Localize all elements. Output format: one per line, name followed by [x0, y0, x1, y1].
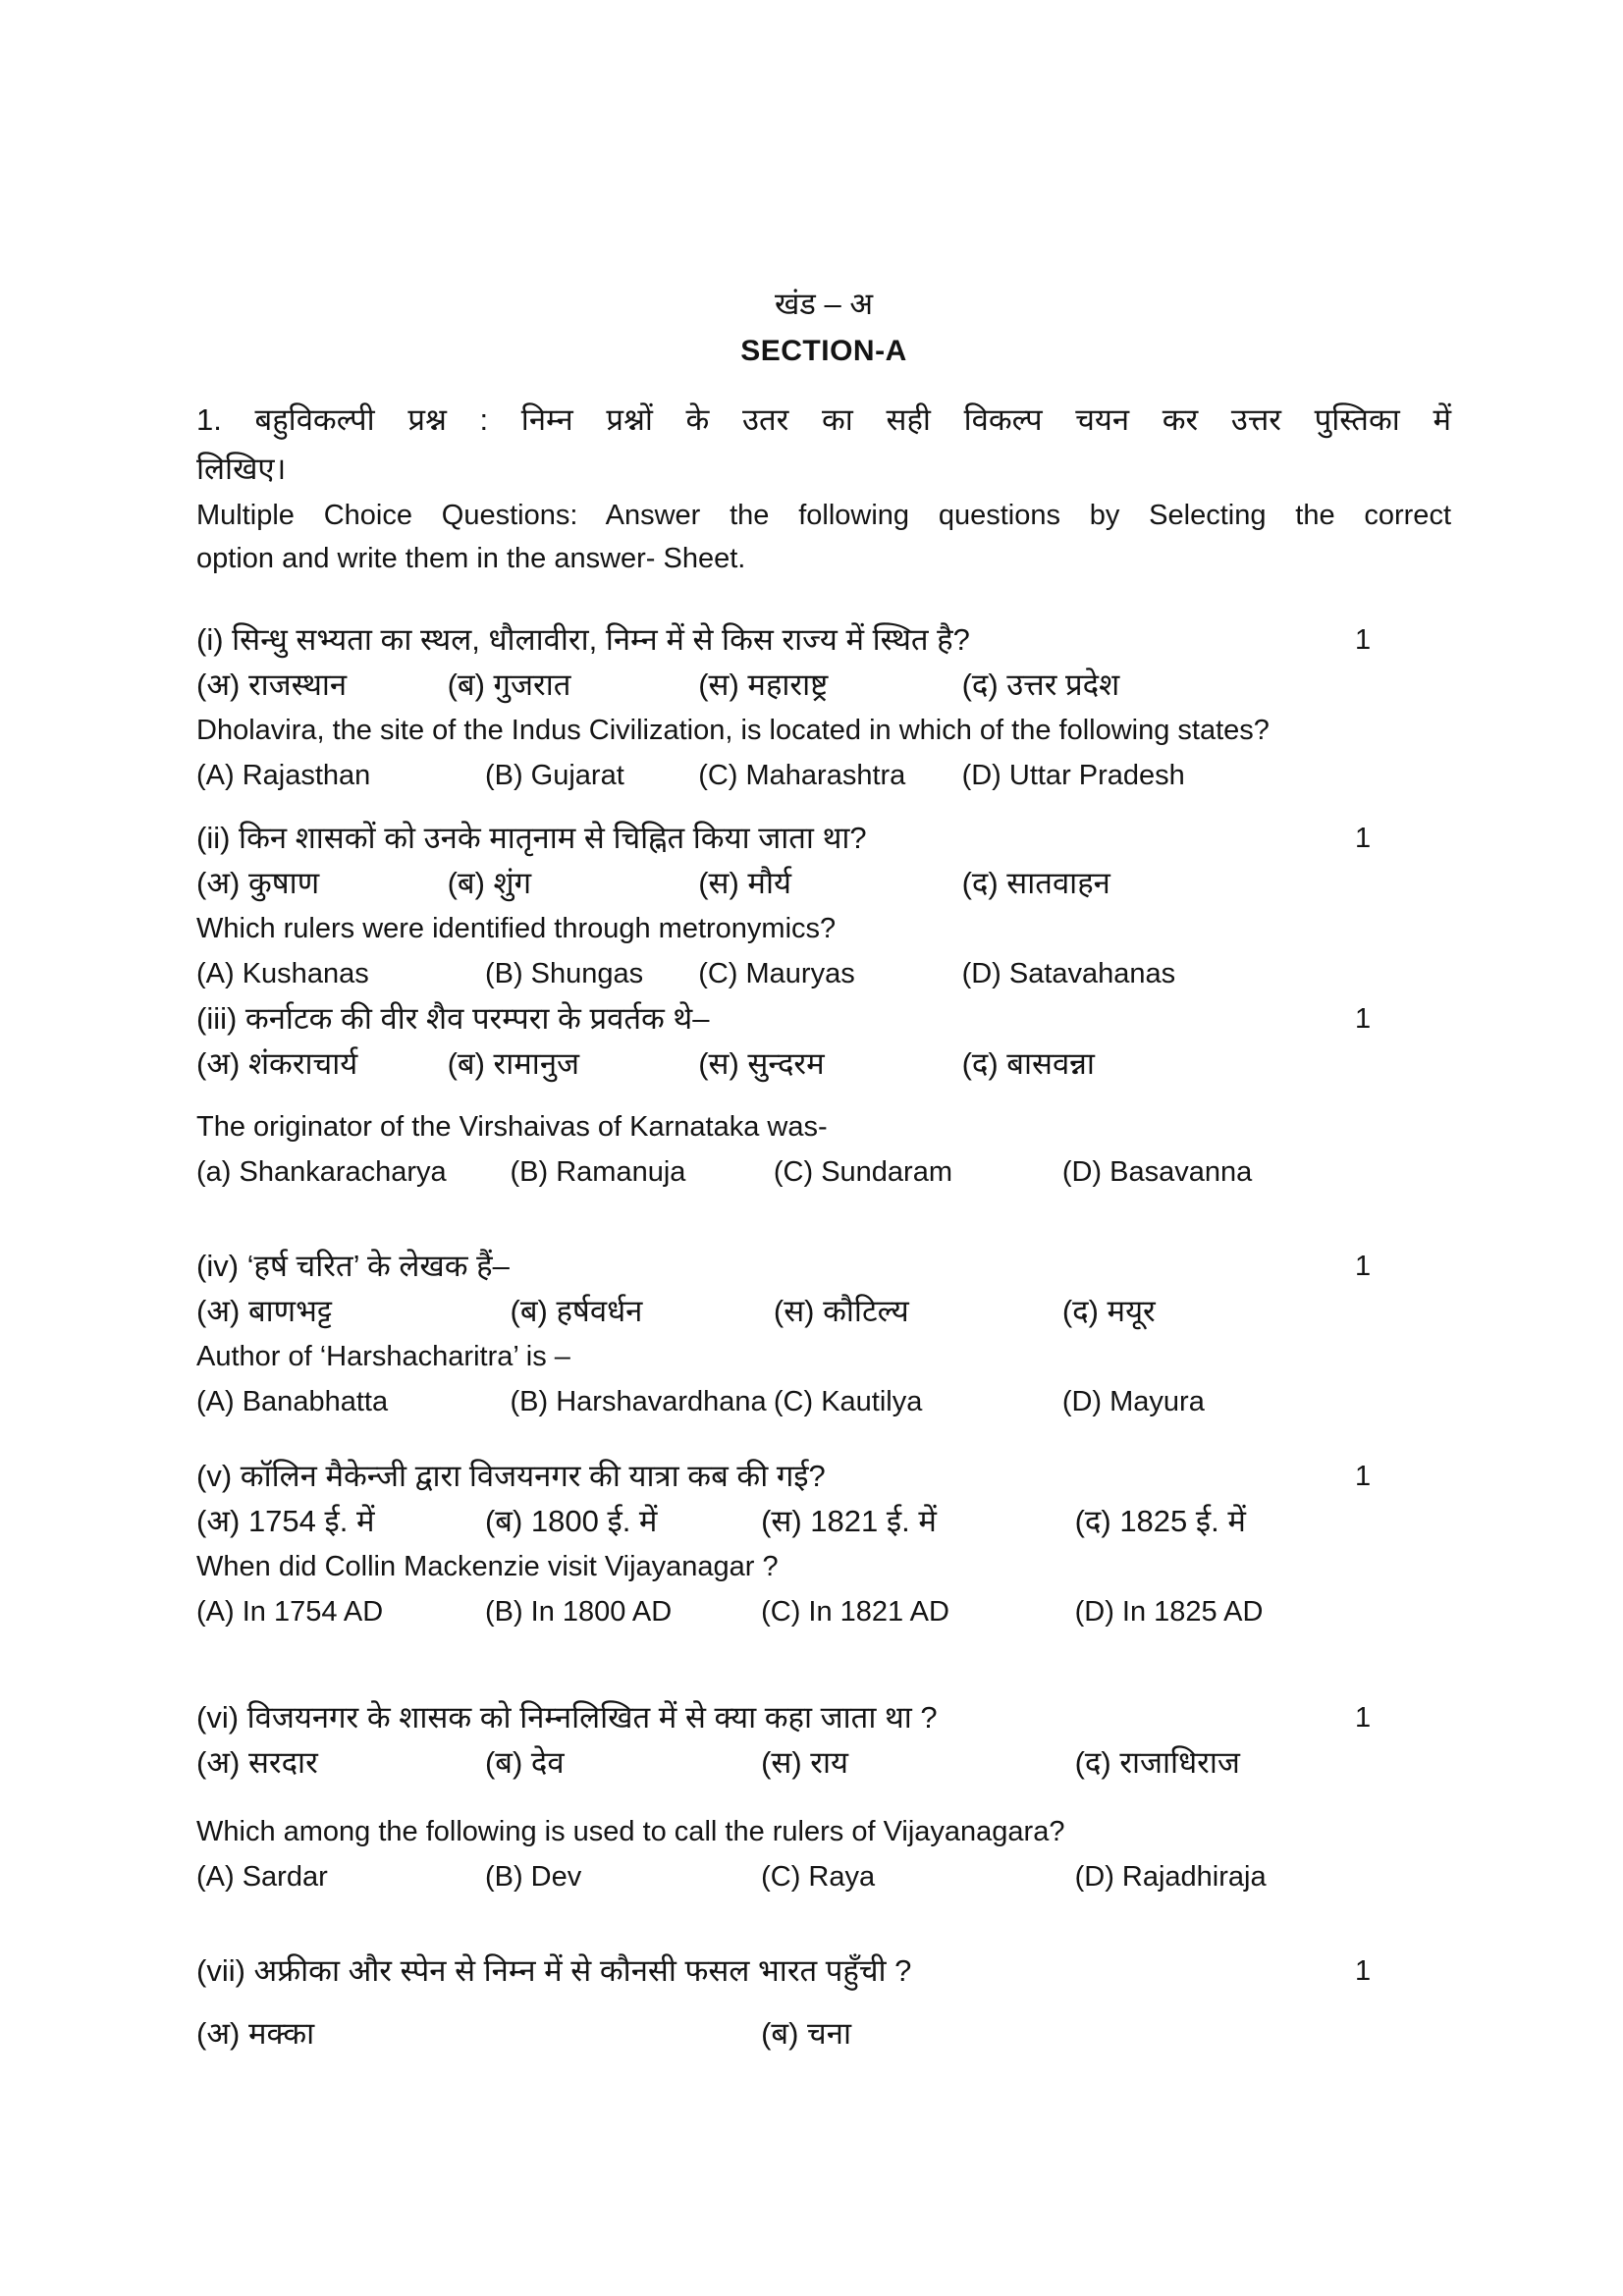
option-c-hindi: (स) 1821 ई. में	[761, 1504, 937, 1538]
options-row-hindi	[196, 1740, 1451, 1786]
option-c-english: (C) In 1821 AD	[761, 1596, 949, 1628]
marks-value: 1	[1355, 1003, 1372, 1035]
options-row-english	[196, 1149, 1451, 1195]
option-c-hindi: (स) राय	[761, 1745, 848, 1780]
question-hindi: (i) सिन्धु सभ्यता का स्थल, धौलावीरा, निम्न में से किस राज्य में स्थित है?	[196, 622, 970, 657]
question-block-iv	[196, 1244, 1451, 1424]
options-row-english	[196, 1589, 1451, 1634]
question-text-hindi	[196, 996, 1451, 1041]
option-b-hindi: (ब) देव	[484, 1745, 565, 1780]
marks-value: 1	[1355, 1461, 1372, 1492]
option-b-hindi: (ब) हर्षवर्धन	[510, 1294, 643, 1328]
marks-value: 1	[1355, 1702, 1372, 1734]
options-row-english	[196, 951, 1451, 996]
options-row-hindi	[196, 1499, 1451, 1544]
option-b-english: (B) In 1800 AD	[484, 1596, 673, 1628]
option-a-english: (A) Sardar	[196, 1861, 328, 1893]
option-b-hindi: (ब) गुजरात	[447, 667, 571, 702]
option-d-english: (D) Satavahanas	[961, 958, 1176, 989]
option-d-english: (D) Uttar Pradesh	[961, 760, 1185, 791]
question-text-hindi	[196, 816, 1451, 861]
question-text-hindi	[196, 1695, 1451, 1740]
marks-value: 1	[1355, 1955, 1372, 1987]
question-text-hindi	[196, 1949, 1451, 1994]
option-c-english: (C) Raya	[761, 1861, 876, 1893]
question-text-hindi	[196, 1454, 1451, 1499]
option-d-hindi: (द) राजाधिराज	[1074, 1745, 1240, 1780]
option-c-hindi: (स) कौटिल्य	[773, 1294, 909, 1328]
question-block-vi	[196, 1695, 1451, 1899]
marks-value: 1	[1355, 1251, 1372, 1282]
question-block-v	[196, 1454, 1451, 1634]
option-b-hindi: (ब) शुंग	[447, 866, 532, 900]
option-b-english: (B) Ramanuja	[510, 1156, 686, 1188]
question-text-english: Which among the following is used to call the rulers of Vijayanagara?	[196, 1816, 1065, 1847]
options-row-hindi	[196, 1289, 1451, 1334]
option-d-hindi: (द) सातवाहन	[961, 866, 1110, 900]
option-c-hindi: (स) मौर्य	[698, 866, 791, 900]
option-d-hindi: (द) बासवन्ना	[961, 1046, 1095, 1081]
question-text-hindi	[196, 617, 1451, 663]
option-c-english: (C) Maharashtra	[698, 760, 906, 791]
options-row-english	[196, 1854, 1451, 1899]
option-a-english: (A) Banabhatta	[196, 1386, 389, 1417]
option-c-english: (C) Kautilya	[773, 1386, 923, 1417]
question-text-english: Author of ‘Harshacharitra’ is –	[196, 1341, 570, 1372]
instruction-english-line2: option and write them in the answer- Sheet.	[196, 543, 746, 574]
option-d-english: (D) Basavanna	[1061, 1156, 1253, 1188]
options-row-hindi	[196, 2011, 1451, 2056]
option-a-hindi: (अ) राजस्थान	[196, 667, 348, 702]
question-block-ii	[196, 816, 1451, 996]
options-row-hindi	[196, 1041, 1451, 1087]
option-b-english: (B) Shungas	[484, 958, 644, 989]
option-b-hindi: (ब) 1800 ई. में	[484, 1504, 658, 1538]
option-b-english: (B) Gujarat	[484, 760, 624, 791]
options-row-hindi	[196, 861, 1451, 906]
question-hindi: (iv) ‘हर्ष चरित’ के लेखक हैं–	[196, 1249, 510, 1283]
option-d-english: (D) Rajadhiraja	[1074, 1861, 1267, 1893]
question-one-instructions	[196, 396, 1451, 580]
option-a-hindi: (अ) सरदार	[196, 1745, 318, 1780]
option-c-hindi: (स) महाराष्ट्र	[698, 667, 829, 702]
marks-value: 1	[1355, 823, 1372, 854]
question-block-iii	[196, 996, 1451, 1195]
option-c-hindi: (स) सुन्दरम	[698, 1046, 825, 1081]
question-text-english: When did Collin Mackenzie visit Vijayanagar ?	[196, 1551, 779, 1582]
options-row-english	[196, 1379, 1451, 1424]
question-block-vii	[196, 1949, 1451, 2056]
option-d-hindi: (द) उत्तर प्रदेश	[961, 667, 1120, 702]
option-a-hindi: (अ) मक्का	[196, 2016, 315, 2051]
instruction-english-line1: Multiple Choice Questions: Answer the following questions by Selecting the correct	[196, 500, 1451, 531]
option-a-english: (A) Rajasthan	[196, 760, 371, 791]
option-b-english: (B) Dev	[484, 1861, 582, 1893]
option-a-hindi: (अ) शंकराचार्य	[196, 1046, 358, 1081]
question-hindi: (iii) कर्नाटक की वीर शैव परम्परा के प्रवर्तक थे–	[196, 1001, 710, 1036]
option-c-english: (C) Mauryas	[698, 958, 855, 989]
option-a-english: (A) In 1754 AD	[196, 1596, 384, 1628]
question-hindi: (vi) विजयनगर के शासक को निम्नलिखित में से क्या कहा जाता था ?	[196, 1700, 938, 1735]
section-heading-english: SECTION-A	[740, 335, 907, 367]
option-d-english: (D) Mayura	[1061, 1386, 1205, 1417]
question-text-english: Which rulers were identified through metronymics?	[196, 913, 837, 944]
question-hindi: (vii) अफ्रीका और स्पेन से निम्न में से कौनसी फसल भारत पहुँची ?	[196, 1953, 912, 1988]
question-text-hindi	[196, 1244, 1451, 1289]
option-a-english: (a) Shankaracharya	[196, 1156, 447, 1188]
options-row-hindi	[196, 663, 1451, 708]
marks-value: 1	[1355, 624, 1372, 656]
section-heading-hindi: खंड – अ	[774, 287, 874, 321]
options-row-english	[196, 753, 1451, 798]
question-block-i	[196, 617, 1451, 798]
option-b-hindi: (ब) रामानुज	[447, 1046, 580, 1081]
option-a-hindi: (अ) कुषाण	[196, 866, 320, 900]
question-text-english: Dholavira, the site of the Indus Civilization, is located in which of the following states?	[196, 715, 1270, 746]
option-a-english: (A) Kushanas	[196, 958, 369, 989]
option-b-hindi: (ब) चना	[761, 2016, 851, 2051]
option-c-english: (C) Sundaram	[773, 1156, 952, 1188]
option-d-english: (D) In 1825 AD	[1074, 1596, 1264, 1628]
option-b-english: (B) Harshavardhana	[510, 1386, 767, 1417]
question-hindi: (ii) किन शासकों को उनके मातृनाम से चिह्नित किया जाता था?	[196, 821, 867, 855]
option-d-hindi: (द) 1825 ई. में	[1074, 1504, 1246, 1538]
instruction-hindi-line1: 1. बहुविकल्पी प्रश्न : निम्न प्रश्नों के उतर का सही विकल्प चयन कर उत्तर पुस्तिका में	[196, 402, 1451, 437]
option-d-hindi: (द) मयूर	[1061, 1294, 1156, 1328]
option-a-hindi: (अ) बाणभट्ट	[196, 1294, 333, 1328]
page-content	[196, 0, 1451, 2056]
question-text-english: The originator of the Virshaivas of Karnataka was-	[196, 1111, 828, 1143]
option-a-hindi: (अ) 1754 ई. में	[196, 1504, 375, 1538]
instruction-hindi-line2: लिखिए।	[196, 452, 287, 486]
question-hindi: (v) कॉलिन मैकेन्जी द्वारा विजयनगर की यात्रा कब की गई?	[196, 1459, 826, 1493]
